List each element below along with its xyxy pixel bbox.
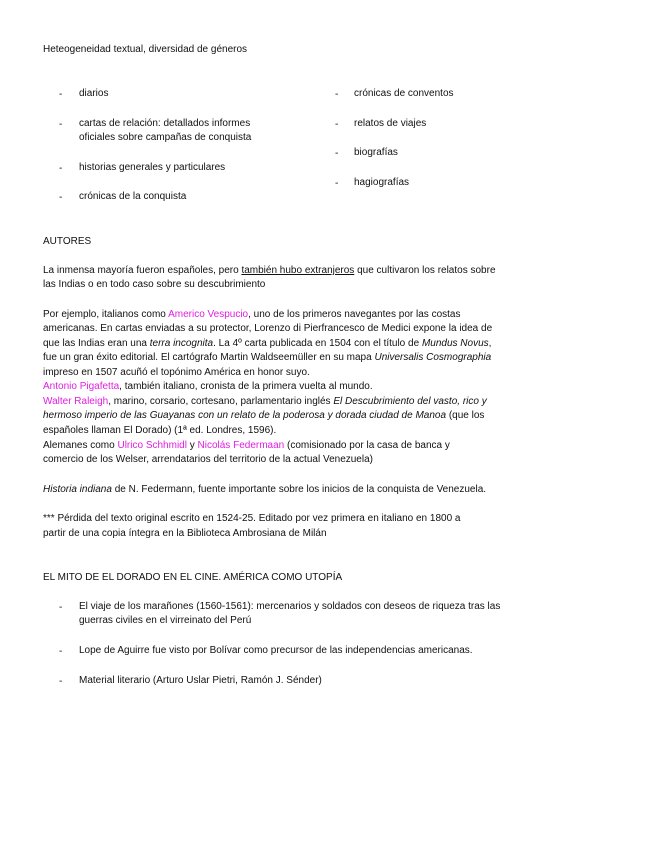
bullet: - [335,148,339,159]
bullet: - [335,89,339,100]
dorado-heading: EL MITO DE EL DORADO EN EL CINE. AMÉRICA COMO UTOPÍA [43,572,343,583]
vespucio-paragraph [43,308,460,321]
bullet: - [59,192,63,203]
historia-indiana-line [43,483,486,496]
paragraph-line: americanas. En cartas enviadas a su protector, Lorenzo di Pierfrancesco de Medici expone la idea de [43,323,493,334]
germans-paragraph [43,439,450,452]
authors-heading: AUTORES [43,236,92,247]
bullet: - [59,119,63,130]
genre-item: relatos de viajes [354,118,427,129]
italic-term: terra incognita [149,338,214,349]
italic-title: El Descubrimiento del vasto, rico y [333,396,487,407]
paragraph-text: de N. Federmann, fuente importante sobre los inicios de la conquista de Venezuela. [111,484,487,495]
author-name-vespucio: Americo Vespucio [168,309,249,320]
paragraph-text: . La 4º carta publicada en 1504 con el título de [213,338,422,349]
genre-item: crónicas de conventos [354,88,454,99]
bullet: - [59,676,63,687]
genre-item: crónicas de la conquista [79,191,187,202]
italic-title: Mundus Novus [421,338,489,349]
bullet: - [335,178,339,189]
dorado-item: Lope de Aguirre fue visto por Bolívar como precursor de las independencias americanas. [79,645,473,656]
bullet: - [335,119,339,130]
paragraph-text: Por ejemplo, italianos como [43,309,169,320]
genre-item: biografías [354,147,398,158]
paragraph-text: fue un gran éxito editorial. El cartógrafo Martin Waldseemüller en su mapa [43,352,375,363]
paragraph-line [43,337,491,350]
author-name-federmann: Nicolás Federmaan [197,440,285,451]
paragraph-text: (que los [446,410,485,421]
intro-text: La inmensa mayoría fueron españoles, pero [43,265,242,276]
intro-text: que cultivaron los relatos sobre [354,265,496,276]
bullet: - [59,89,63,100]
paragraph-line [43,409,484,422]
bullet: - [59,163,63,174]
paragraph-line: comercio de los Welser, arrendatarios del territorio de la actual Venezuela) [43,454,373,465]
italic-title: Universalis Cosmographia [374,352,492,363]
paragraph-line: españoles llaman El Dorado) (1ª ed. Londres, 1596). [43,425,277,436]
raleigh-paragraph [43,395,487,408]
genre-item: historias generales y particulares [79,162,226,173]
document-title: Heteogeneidad textual, diversidad de géneros [43,44,248,55]
pigafetta-line [43,380,373,393]
italic-title: hermoso imperio de las Guayanas con un relato de la poderosa y dorada ciudad de Manoa [43,410,447,421]
genre-item-continued: oficiales sobre campañas de conquista [79,132,252,143]
dorado-item: El viaje de los marañones (1560-1561): mercenarios y soldados con deseos de riqueza tras las [79,601,501,612]
dorado-item-continued: guerras civiles en el virreinato del Perú [79,615,252,626]
paragraph-text: , marino, corsario, cortesano, parlamentario inglés [108,396,334,407]
bullet: - [59,602,63,613]
note-line: partir de una copia íntegra en la Biblioteca Ambrosiana de Milán [43,528,327,539]
paragraph-text: , [488,338,492,349]
bullet: - [59,646,63,657]
genre-item: diarios [79,88,109,99]
paragraph-text: (comisionado por la casa de banca y [284,440,450,451]
intro-underlined: también hubo extranjeros [241,265,355,276]
paragraph-line: impreso en 1507 acuñó el topónimo América en honor suyo. [43,367,310,378]
italic-title: Historia indiana [43,484,112,495]
note-line: *** Pérdida del texto original escrito en 1524-25. Editado por vez primera en italiano en 1800 a [43,513,461,524]
paragraph-text: , uno de los primeros navegantes por las costas [248,309,461,320]
dorado-item: Material literario (Arturo Uslar Pietri, Ramón J. Sénder) [79,675,322,686]
author-name-pigafetta: Antonio Pigafetta [43,381,120,392]
paragraph-text: y [186,440,198,451]
authors-intro-line-2: las Indias o en todo caso sobre su descubrimiento [43,279,266,290]
paragraph-line [43,351,491,364]
paragraph-text: , también italiano, cronista de la primera vuelta al mundo. [119,381,373,392]
paragraph-text: que las Indias eran una [43,338,150,349]
authors-intro [43,264,496,277]
author-name-raleigh: Walter Raleigh [43,396,109,407]
genre-item: cartas de relación: detallados informes [79,118,251,129]
paragraph-text: Alemanes como [43,440,118,451]
author-name-schmidl: Ulrico Schhmidl [117,440,187,451]
genre-item: hagiografías [354,177,410,188]
